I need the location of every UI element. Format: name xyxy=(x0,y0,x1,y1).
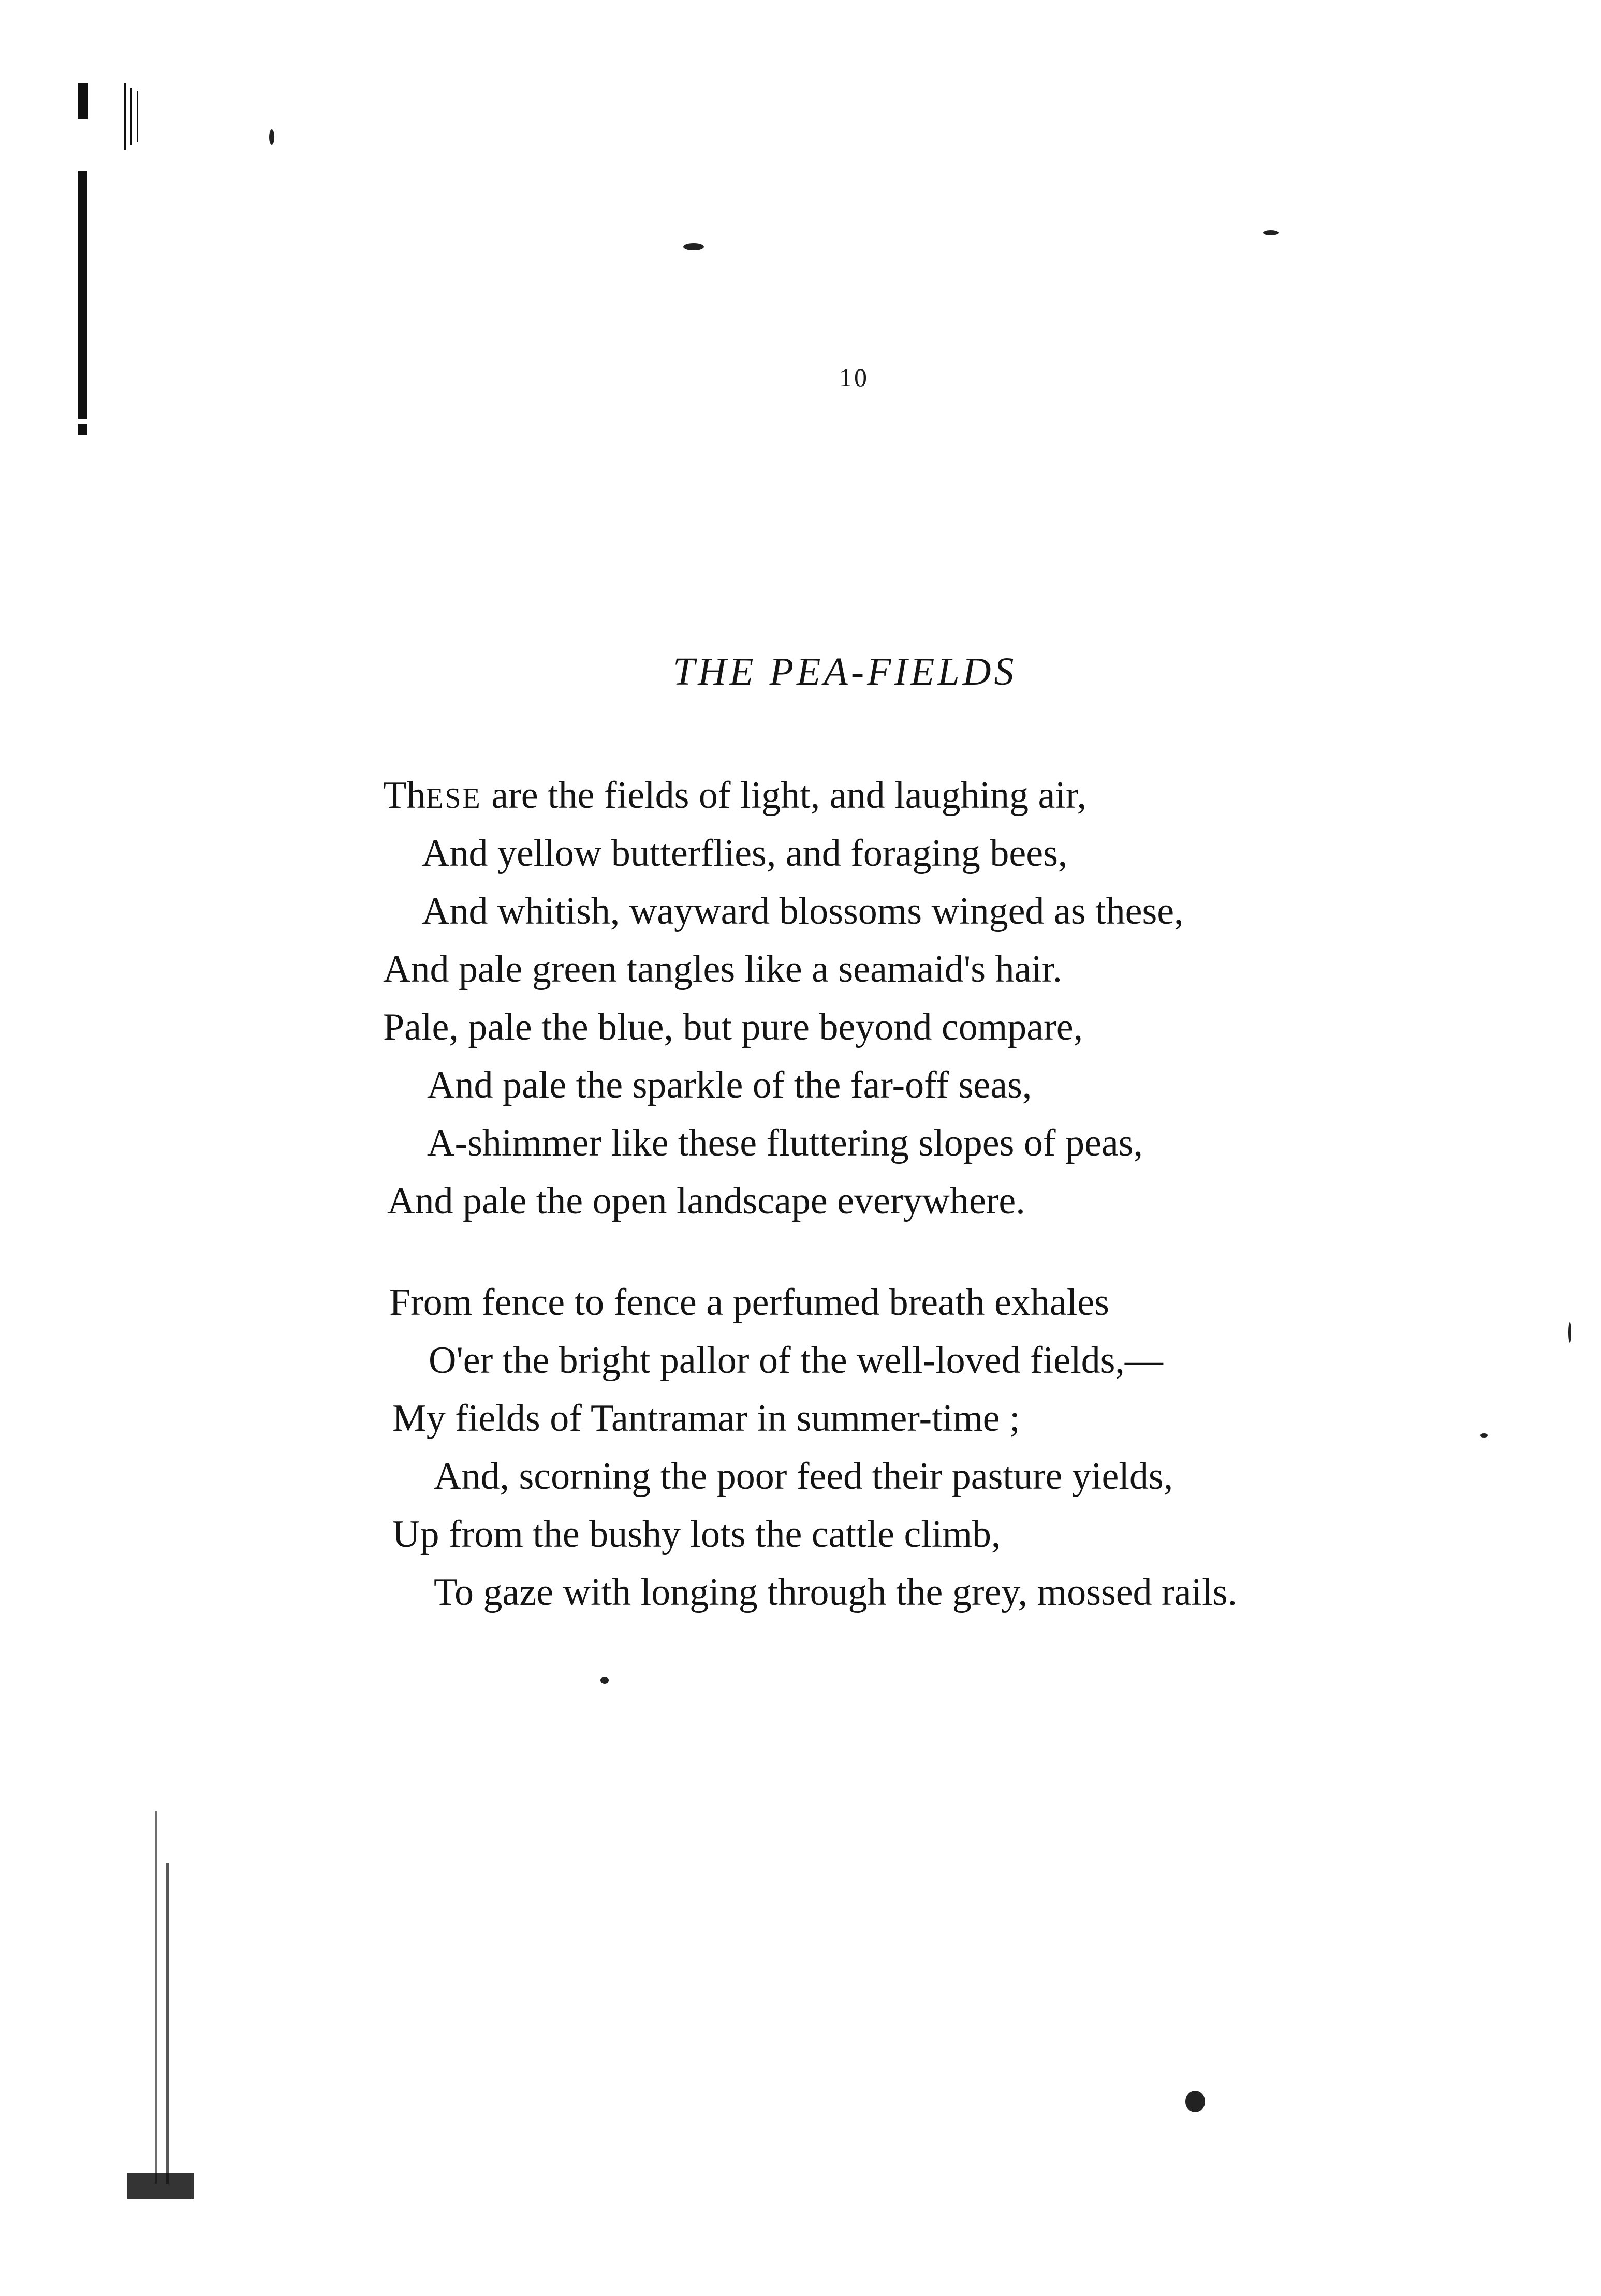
smallcaps-word: ESE xyxy=(425,782,482,814)
poem-line: From fence to fence a perfumed breath exhales xyxy=(389,1281,1109,1324)
poem-line xyxy=(383,774,1087,817)
poem-line: And pale green tangles like a seamaid's hair. xyxy=(383,948,1062,990)
poem-line: And yellow butterflies, and foraging bees, xyxy=(422,832,1068,875)
binding-edge-mark xyxy=(130,88,132,145)
ink-speck xyxy=(1480,1433,1488,1438)
ink-speck xyxy=(1263,230,1279,235)
ink-speck xyxy=(1568,1322,1571,1343)
binding-edge-mark xyxy=(155,1811,157,2184)
poem-line-text: are the fields of light, and laughing air, xyxy=(481,774,1087,817)
poem-line: And pale the sparkle of the far-off seas, xyxy=(427,1064,1032,1106)
binding-edge-mark xyxy=(78,83,88,119)
binding-edge-mark xyxy=(137,91,138,142)
binding-edge-mark xyxy=(127,2173,194,2199)
binding-edge-mark xyxy=(166,1863,169,2184)
drop-initial: Th xyxy=(383,774,426,817)
poem-line: Pale, pale the blue, but pure beyond compare, xyxy=(383,1006,1083,1048)
poem-line: My fields of Tantramar in summer-time ; xyxy=(392,1397,1020,1440)
ink-speck xyxy=(683,243,704,250)
poem-line: A-shimmer like these fluttering slopes of peas, xyxy=(427,1122,1143,1164)
poem-line: To gaze with longing through the grey, mossed rails. xyxy=(434,1571,1237,1613)
ink-speck xyxy=(600,1677,609,1684)
poem-line: And, scorning the poor feed their pasture yields, xyxy=(434,1455,1173,1498)
ink-speck xyxy=(1185,2091,1205,2112)
binding-edge-mark xyxy=(124,83,126,150)
page-number: 10 xyxy=(839,363,869,392)
ink-speck xyxy=(269,129,274,145)
poem-line: And pale the open landscape everywhere. xyxy=(387,1180,1025,1222)
poem-line: And whitish, wayward blossoms winged as these, xyxy=(422,890,1184,932)
binding-edge-mark xyxy=(78,424,87,435)
poem-title: THE PEA-FIELDS xyxy=(673,650,1017,693)
poem-line: O'er the bright pallor of the well-loved fields,— xyxy=(429,1339,1163,1382)
binding-edge-mark xyxy=(78,171,87,419)
poem-line: Up from the bushy lots the cattle climb, xyxy=(392,1513,1001,1556)
